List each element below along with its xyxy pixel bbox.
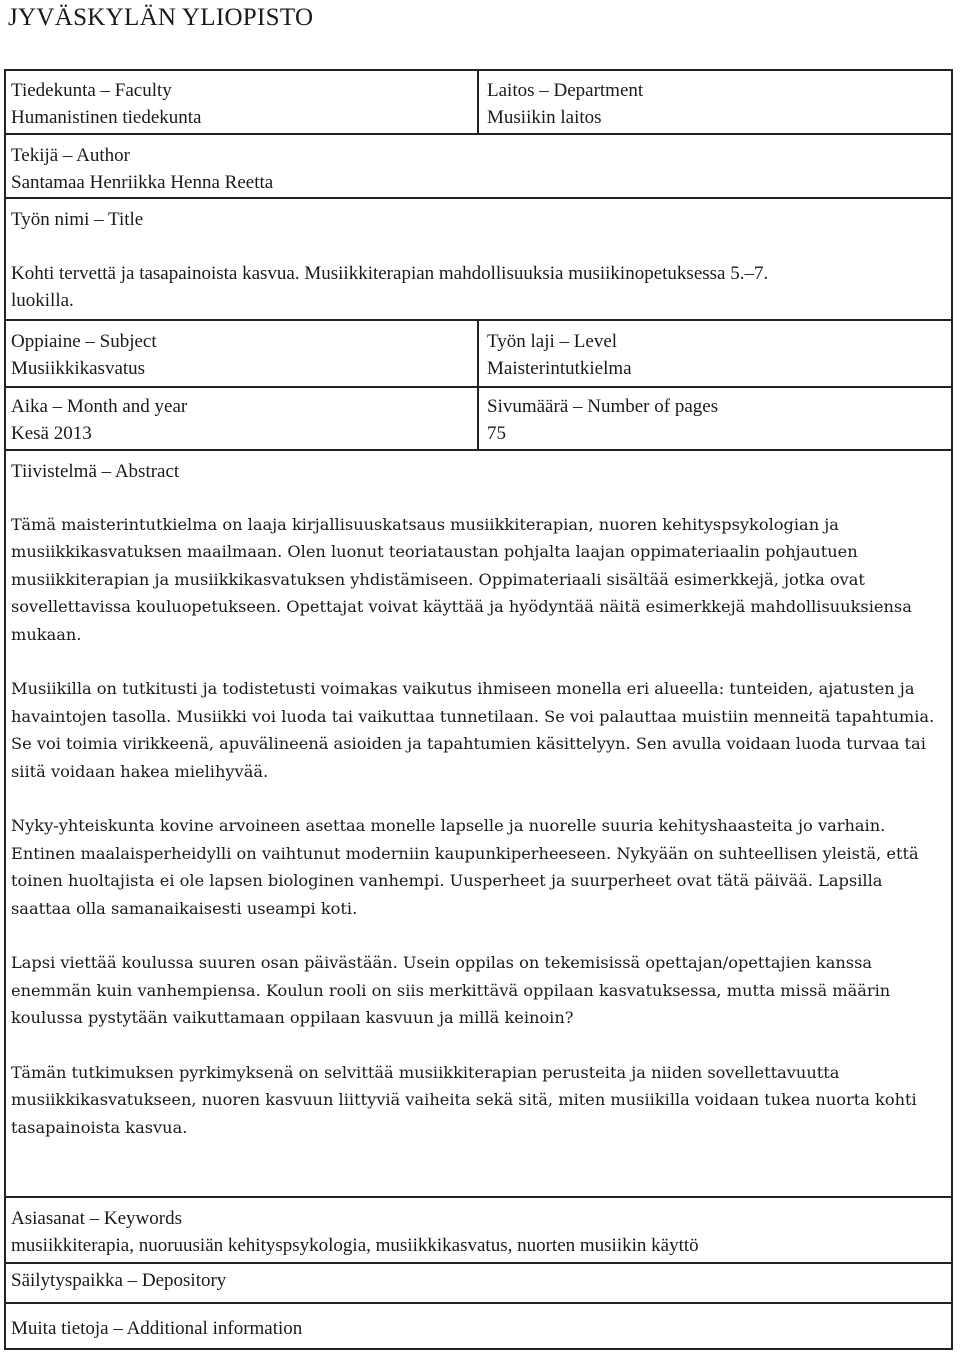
divider-author-title <box>4 197 953 199</box>
faculty-label: Tiedekunta – Faculty <box>11 80 172 101</box>
level-label: Työn laji – Level <box>487 331 618 352</box>
university-name: JYVÄSKYLÄN YLIOPISTO <box>8 4 314 31</box>
divider-faculty-department <box>477 69 479 134</box>
divider-keywords-depository <box>4 1262 953 1264</box>
abstract-paragraph: Tämä maisterintutkielma on laaja kirjallisuuskatsaus musiikkiterapian, nuoren kehityspsykologian ja musiikkikasvatuksen maailmaan. Olen luonut teoriataustan pohjalta laajan oppimateriaalin pohjautuen musiikkiterapian ja musiikkikasvatuksen yhdistämiseen. Oppimateriaali sisältää esimerkkejä, jotka ovat sovellettavissa kouluopetukseen. Opettajat voivat käyttää ja hyödyntää näitä esimerkkejä mahdollisuuksiensa mukaan. <box>11 515 912 644</box>
author-value: Santamaa Henriikka Henna Reetta <box>11 172 274 193</box>
divider-abstract-keywords <box>4 1196 953 1198</box>
title-label: Työn nimi – Title <box>11 209 144 230</box>
title-value-line1: Kohti tervettä ja tasapainoista kasvua. Musiikkiterapian mahdollisuuksia musiikinopetuksessa 5.–7. <box>11 263 769 284</box>
author-label: Tekijä – Author <box>11 145 130 166</box>
keywords-label: Asiasanat – Keywords <box>11 1208 182 1229</box>
depository-label: Säilytyspaikka – Depository <box>11 1270 227 1291</box>
subject-label: Oppiaine – Subject <box>11 331 157 352</box>
abstract-paragraph: Musiikilla on tutkitusti ja todistetusti voimakas vaikutus ihmiseen monella eri alueella: tunteiden, ajatusten ja havaintojen tasolla. Musiikki voi luoda tai vaikuttaa tunnetilaan. Se voi palauttaa muistiin menneitä tapahtumia. Se voi toimia virikkeenä, apuvälineenä asioiden ja tapahtumien käsittelyyn. Sen avulla voidaan luoda turvaa tai siitä voidaan hakea mielihyvää. <box>11 679 935 781</box>
date-label: Aika – Month and year <box>11 396 188 417</box>
faculty-value: Humanistinen tiedekunta <box>11 107 202 128</box>
subject-value: Musiikkikasvatus <box>11 358 146 379</box>
pages-value: 75 <box>487 423 506 444</box>
level-value: Maisterintutkielma <box>487 358 632 379</box>
pages-label: Sivumäärä – Number of pages <box>487 396 719 417</box>
title-value-line2: luokilla. <box>11 290 74 311</box>
department-value: Musiikin laitos <box>487 107 602 128</box>
date-value: Kesä 2013 <box>11 423 92 444</box>
abstract-label: Tiivistelmä – Abstract <box>11 461 180 482</box>
keywords-value: musiikkiterapia, nuoruusiän kehityspsykologia, musiikkikasvatus, nuorten musiikin käyttö <box>11 1235 699 1256</box>
abstract-paragraph: Lapsi viettää koulussa suuren osan päivästään. Usein oppilas on tekemisissä opettajan/opettajien kanssa enemmän kuin vanhempiensa. Koulun rooli on siis merkittävä oppilaan kasvatuksessa, mutta missä määrin koulussa pystytään vaikuttamaan oppilaan kasvuun ja millä keinoin? <box>11 953 891 1028</box>
abstract-paragraph: Tämän tutkimuksen pyrkimyksenä on selvittää musiikkiterapian perusteita ja niiden sovellettavuutta musiikkikasvatukseen, nuoren kasvuun liittyviä vaiheita sekä sitä, miten musiikilla voidaan tukea nuorta kohti tasapainoista kasvua. <box>11 1063 917 1137</box>
divider-subject-level <box>477 319 479 450</box>
department-label: Laitos – Department <box>487 80 644 101</box>
divider-depository-additional <box>4 1302 953 1304</box>
additional-info-label: Muita tietoja – Additional information <box>11 1318 303 1339</box>
abstract-paragraph: Nyky-yhteiskunta kovine arvoineen asettaa monelle lapselle ja nuorelle suuria kehityshaasteita jo varhain. Entinen maalaisperheidylli on vaihtunut moderniin kaupunkiperheeseen. Nykyään on suhteellisen yleistä, että toinen huoltajista ei ole lapsen biologinen vanhempi. Uusperheet ja suurperheet ovat tätä päivää. Lapsilla saattaa olla samanaikaisesti useampi koti. <box>11 816 919 918</box>
abstract-body <box>11 511 946 1141</box>
